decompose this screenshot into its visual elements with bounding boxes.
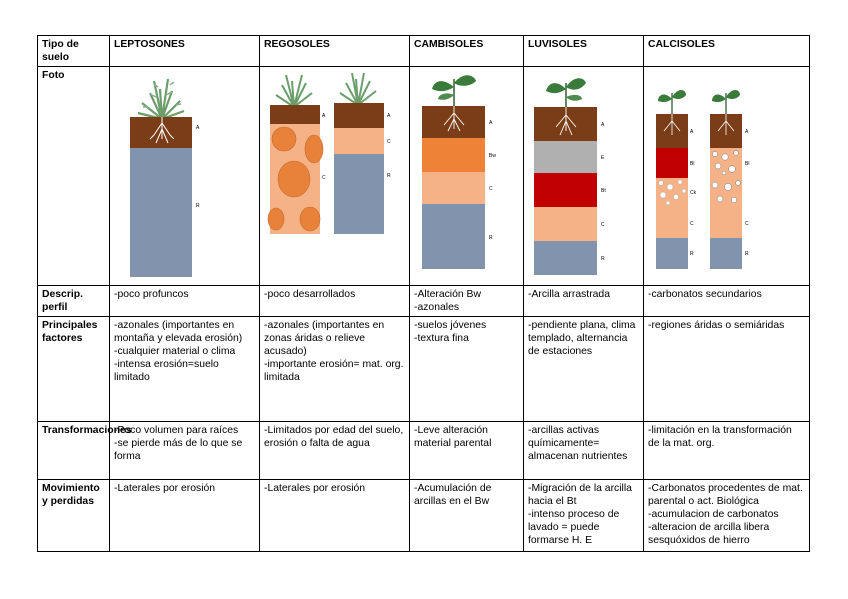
seedling-icon (712, 90, 740, 115)
horizon-label-a-left: A (322, 113, 326, 119)
horizon-label-a: A (196, 125, 200, 131)
seedling-icon (658, 90, 686, 115)
horizon-a-left (270, 105, 320, 124)
table-cell: -pendiente plana, clima templado, alternancia de estaciones (524, 317, 644, 422)
row-label-principales-factores: Principales factores (38, 317, 110, 422)
horizon-label-c-right: C (745, 221, 749, 227)
grass-plant-icon (138, 79, 184, 119)
horizon-label-bt: Bt (601, 188, 606, 194)
header-calcisoles: CALCISOLES (644, 36, 810, 67)
table-cell: -Carbonatos procedentes de mat. parental o act. Biológica -acumulacion de carbonatos -alteracion de arcilla libera sesquóxidos de hierro (644, 480, 810, 552)
horizon-r (130, 148, 192, 277)
horizon-c (422, 172, 485, 204)
row-label-transformaciones: Transformaciones (38, 422, 110, 480)
luvisoles-profile-illustration (528, 69, 648, 283)
horizon-bw (422, 138, 485, 172)
header-tipo-de-suelo: Tipo de suelo (38, 36, 110, 67)
leptosoles-profile (110, 67, 260, 286)
horizon-a-right (334, 103, 384, 128)
photo-row (38, 67, 810, 286)
horizon-c-left (656, 208, 688, 238)
horizon-label-a: A (601, 122, 605, 128)
horizon-a (422, 106, 485, 138)
horizon-label-bl-right: Bl (745, 161, 750, 167)
horizon-e (534, 141, 597, 173)
table-cell: -limitación en la transformación de la mat. org. (644, 422, 810, 480)
table-cell: -azonales (importantes en zonas áridas o relieve acusado) -importante erosión= mat. org. limitada (260, 317, 410, 422)
cambisoles-profile (410, 67, 524, 286)
horizon-r-right (710, 238, 742, 269)
table-cell: -poco desarrollados (260, 286, 410, 317)
table-cell: -regiones áridas o semiáridas (644, 317, 810, 422)
soil-types-table (37, 35, 810, 552)
horizon-c-right (710, 208, 742, 238)
horizon-c-right (334, 128, 384, 154)
header-leptosones: LEPTOSONES (110, 36, 260, 67)
table-cell: -azonales (importantes en montaña y elevada erosión) -cualquier material o clima -intensa erosión=suelo limitado (110, 317, 260, 422)
horizon-label-r-right: R (745, 251, 749, 257)
table-row (38, 286, 810, 317)
row-label-foto: Foto (38, 67, 110, 286)
regosoles-profile-illustration (264, 69, 414, 283)
horizon-label-c-right: C (387, 139, 391, 145)
table-cell: -Poco volumen para raíces -se pierde más de lo que se forma (110, 422, 260, 480)
table-cell: -Arcilla arrastrada (524, 286, 644, 317)
header-regosoles: REGOSOLES (260, 36, 410, 67)
horizon-label-r: R (196, 203, 200, 209)
calcisoles-profiles (644, 67, 810, 286)
cambisoles-profile-illustration (414, 69, 528, 283)
horizon-r-right (334, 154, 384, 234)
table-cell: -Leve alteración material parental (410, 422, 524, 480)
table-cell: -Laterales por erosión (260, 480, 410, 552)
grass-plant-icon (340, 73, 376, 105)
horizon-label-r-right: R (387, 173, 391, 179)
table-cell: -carbonatos secundarios (644, 286, 810, 317)
horizon-label-r: R (489, 235, 493, 241)
horizon-label-c: C (489, 186, 493, 192)
table-row (38, 480, 810, 552)
calcisoles-profile-illustration (648, 69, 814, 283)
leptosoles-profile-illustration (114, 69, 264, 283)
horizon-label-a-right: A (387, 113, 391, 119)
horizon-label-e: E (601, 155, 605, 161)
horizon-label-a-right: A (745, 129, 749, 135)
horizon-c (534, 207, 597, 241)
row-label-descrip-perfil: Descrip. perfil (38, 286, 110, 317)
horizon-label-r: R (601, 256, 605, 262)
horizon-a (534, 107, 597, 141)
seedling-icon (432, 75, 476, 107)
horizon-label-c-left: C (322, 175, 326, 181)
table-cell: -Alteración Bw -azonales (410, 286, 524, 317)
table-cell: -Acumulación de arcillas en el Bw (410, 480, 524, 552)
horizon-label-c-left: C (690, 221, 694, 227)
grass-plant-icon (276, 75, 312, 107)
horizon-bl-left (656, 148, 688, 178)
table-cell: -Limitados por edad del suelo, erosión o falta de agua (260, 422, 410, 480)
table-cell: -suelos jóvenes -textura fina (410, 317, 524, 422)
horizon-label-a: A (489, 120, 493, 126)
table-cell: -arcillas activas químicamente= almacenan nutrientes (524, 422, 644, 480)
table-cell: -Migración de la arcilla hacia el Bt -intenso proceso de lavado = puede formarse H. E (524, 480, 644, 552)
horizon-r-left (656, 238, 688, 269)
horizon-label-a-left: A (690, 129, 694, 135)
horizon-label-c: C (601, 222, 605, 228)
horizon-label-bw: Bw (489, 153, 496, 159)
luvisoles-profile (524, 67, 644, 286)
header-row (38, 36, 810, 67)
row-label-movimiento-y-perdidas: Movimiento y perdidas (38, 480, 110, 552)
table-cell: -poco profuncos (110, 286, 260, 317)
header-cambisoles: CAMBISOLES (410, 36, 524, 67)
horizon-r (422, 204, 485, 269)
regosoles-profiles (260, 67, 410, 286)
horizon-label-r-left: R (690, 251, 694, 257)
table-row (38, 422, 810, 480)
seedling-icon (546, 78, 586, 109)
table-row (38, 317, 810, 422)
horizon-r (534, 241, 597, 275)
horizon-label-ck-left: Ck (690, 190, 697, 196)
horizon-bt (534, 173, 597, 207)
horizon-label-bl-left: Bl (690, 161, 695, 167)
table-cell: -Laterales por erosión (110, 480, 260, 552)
header-luvisoles: LUVISOLES (524, 36, 644, 67)
